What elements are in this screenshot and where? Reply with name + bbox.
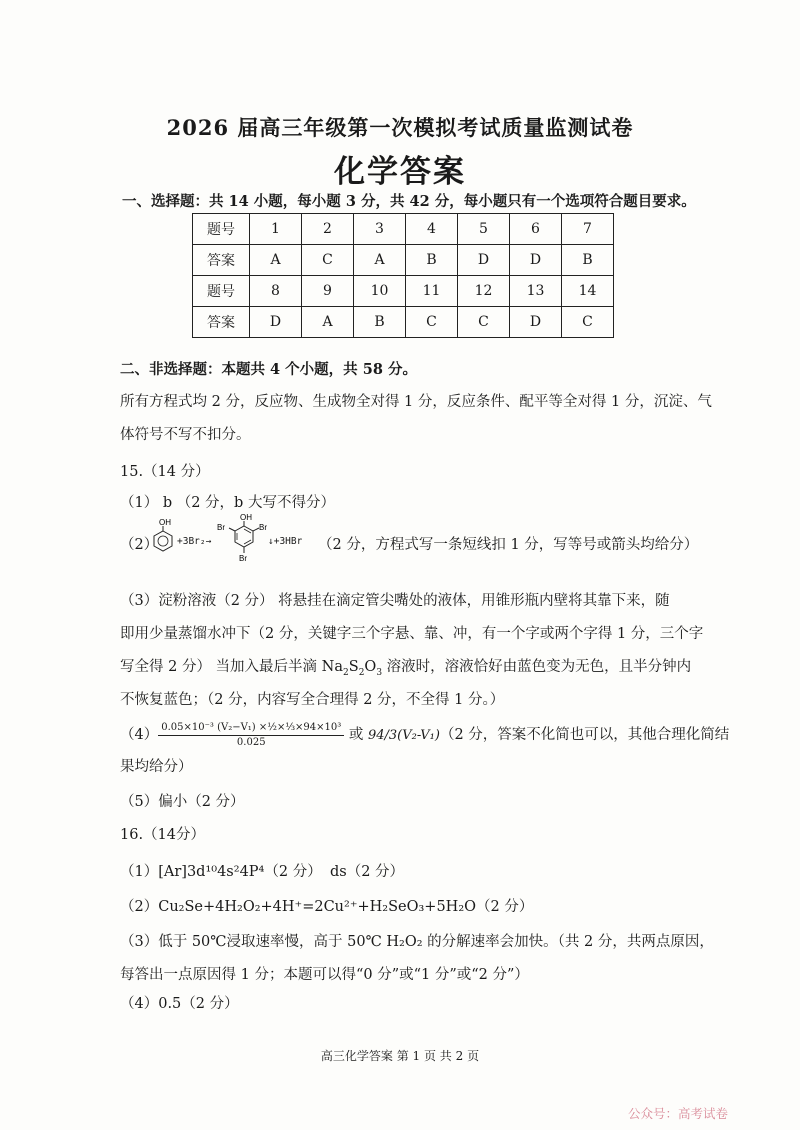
answer-table (192, 213, 614, 338)
answer-table-header-cell: 题号 (193, 214, 250, 245)
answer-table-cell: 13 (510, 276, 562, 307)
answer-table-header-cell: 题号 (193, 276, 250, 307)
answer-table-header-cell: 答案 (193, 245, 250, 276)
q15-part1: （1） b （2 分，b 大写不得分） (120, 495, 335, 511)
q16-part3-line2: 每答出一点原因得 1 分；本题可以得“0 分”或“1 分”或“2 分”） (120, 967, 529, 983)
q16-part1-score: （2 分） (264, 864, 322, 880)
answer-table-cell: C (458, 307, 510, 338)
q16-part1 (120, 860, 322, 881)
answer-table-cell: A (250, 245, 302, 276)
answer-table-cell: B (562, 245, 614, 276)
tbp-br-right: Br (259, 523, 267, 532)
answer-table-cell: 5 (458, 214, 510, 245)
answer-table-cell: D (458, 245, 510, 276)
electron-config: [Ar]3d¹⁰4s²4P⁴ (158, 864, 265, 880)
section1-heading: 一、选择题：共 14 小题，每小题 3 分，共 42 分，每小题只有一个选项符合题目要求。 (122, 193, 696, 210)
answer-table-row (193, 276, 614, 307)
na2s2o3-formula: $Na_2S_2O_3$ (321, 659, 383, 678)
q15-part4-label: （4） (120, 727, 159, 743)
answer-table-cell: 10 (354, 276, 406, 307)
answer-table-cell: 3 (354, 214, 406, 245)
tbp-oh-label: OH (240, 513, 252, 522)
q15-part4-line2: 果均给分） (120, 759, 193, 775)
answer-table-cell: C (406, 307, 458, 338)
fraction-numerator: 0.05×10⁻³ (V₂−V₁) ×½×⅓×94×10³ (158, 721, 344, 736)
answer-table-cell: 1 (250, 214, 302, 245)
answer-table-row (193, 214, 614, 245)
q16-part4: （4）0.5（2 分） (120, 996, 239, 1012)
exam-title: 2026 届高三年级第一次模拟考试质量监测试卷 (166, 115, 634, 140)
answer-table-header-cell: 答案 (193, 307, 250, 338)
answer-table-cell: 2 (302, 214, 354, 245)
tribromophenol-structure (216, 511, 272, 571)
q15-part3-line1: （3）淀粉溶液（2 分） 将悬挂在滴定管尖嘴处的液体，用锥形瓶内壁将其靠下来，随 (120, 593, 670, 609)
answer-table-cell: C (562, 307, 614, 338)
answer-table-cell: B (354, 307, 406, 338)
q15-reagent: +3Br₂→ (177, 536, 212, 547)
answer-table-cell: 9 (302, 276, 354, 307)
q15-part2-label: （2） (120, 537, 159, 553)
q15-part3-line3b: 溶液时，溶液恰好由蓝色变为无色，且半分钟内 (386, 659, 692, 675)
section2-note-line1: 所有方程式均 2 分，反应物、生成物全对得 1 分，反应条件、配平等全对得 1 分，沉淀、气 (120, 394, 712, 410)
q15-part2-text: （2 分，方程式写一条短线扣 1 分，写等号或箭头均给分） (318, 537, 699, 553)
q15-part4-or: 或 (344, 727, 368, 743)
tbp-br-bottom: Br (239, 554, 247, 563)
tbp-br-left: Br (217, 523, 225, 532)
q16-part1-label: （1） (120, 864, 159, 880)
watermark: 公众号：高考试卷 (628, 1106, 729, 1121)
q15-part3-line3a: 写全得 2 分） 当加入最后半滴 (120, 659, 322, 675)
answer-table-cell: A (354, 245, 406, 276)
answer-table-cell: 4 (406, 214, 458, 245)
page-footer: 高三化学答案 第 1 页 共 2 页 (320, 1049, 480, 1063)
answer-table-cell: A (302, 307, 354, 338)
answer-table-cell: D (510, 245, 562, 276)
answer-table-cell: D (250, 307, 302, 338)
q16-title: 16.（14分） (120, 827, 206, 843)
q15-part4-simplified: 94/3(V₂-V₁) (367, 728, 440, 743)
answer-title: 化学答案 (334, 154, 466, 190)
answer-table-cell: C (302, 245, 354, 276)
q16-part2-score: （2 分） (476, 899, 534, 915)
q16-equation: Cu₂Se+4H₂O₂+4H⁺=2Cu²⁺+H₂SeO₃+5H₂O (158, 899, 477, 915)
answer-table-row (193, 245, 614, 276)
q16-part2-label: （2） (120, 899, 159, 915)
phenol-structure (150, 519, 180, 557)
q16-part1-ds: ds（2 分） (330, 864, 405, 880)
q15-part3-line2: 即用少量蒸馏水冲下（2 分，关键字三个字悬、靠、冲，有一个字或两个字得 1 分，三个字 (120, 626, 704, 642)
answer-table-cell: 12 (458, 276, 510, 307)
phenol-oh-label: OH (159, 519, 171, 527)
section2-heading: 二、非选择题：本题共 4 个小题，共 58 分。 (120, 361, 417, 378)
fraction-denominator: 0.025 (236, 737, 266, 748)
answer-table-cell: B (406, 245, 458, 276)
q15-part4-text: （2 分，答案不化简也可以，其他合理化简结 (439, 727, 730, 743)
q16-part3-line1: （3）低于 50℃浸取速率慢，高于 50℃ H₂O₂ 的分解速率会加快。（共 2 分，共两点原因， (120, 934, 714, 950)
q15-part4 (120, 721, 729, 749)
answer-table-row (193, 307, 614, 338)
q15-part3-line3 (120, 655, 691, 676)
answer-table-cell: D (510, 307, 562, 338)
q15-part4-fraction (158, 721, 344, 749)
answer-table-cell: 8 (250, 276, 302, 307)
answer-table-cell: 7 (562, 214, 614, 245)
q15-title: 15.（14 分） (120, 464, 210, 480)
answer-table-cell: 6 (510, 214, 562, 245)
answer-table-cell: 11 (406, 276, 458, 307)
section2-note-line2: 体符号不写不扣分。 (120, 427, 251, 443)
q16-part2 (120, 895, 533, 916)
q15-part5: （5）偏小（2 分） (120, 794, 245, 810)
q15-part3-line4: 不恢复蓝色；（2 分，内容写全合理得 2 分，不全得 1 分。） (120, 692, 505, 708)
answer-table-cell: 14 (562, 276, 614, 307)
q15-product: ↓+3HBr (268, 536, 303, 547)
